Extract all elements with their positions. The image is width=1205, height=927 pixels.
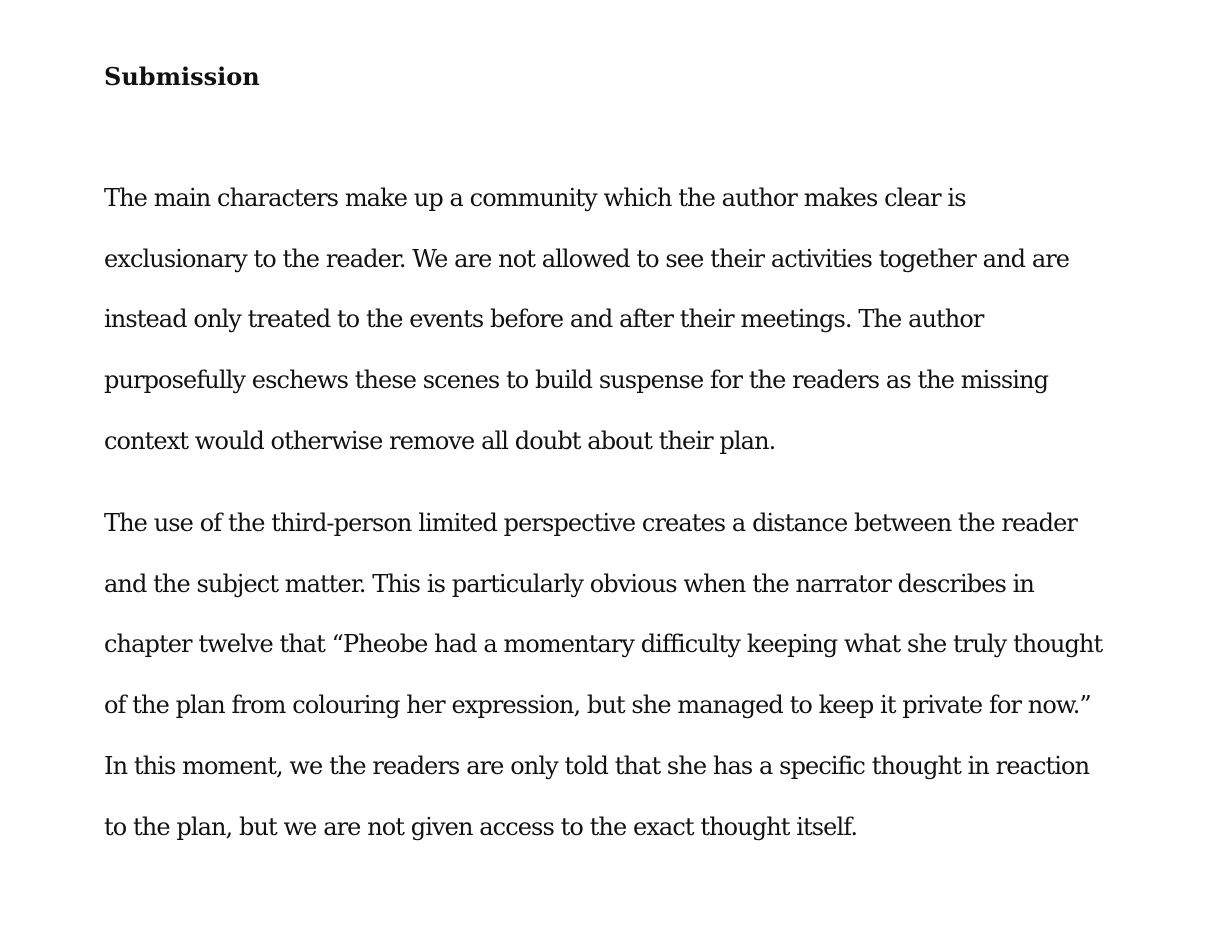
paragraph-2: [104, 493, 1104, 857]
paragraph-line: of the plan from colouring her expression, but she managed to keep it private for now.”: [104, 691, 1091, 720]
paragraph-line: instead only treated to the events before and after their meetings. The author: [104, 305, 984, 334]
paragraph-line: chapter twelve that “Pheobe had a momentary difficulty keeping what she truly thought: [104, 630, 1103, 659]
paragraph-line: exclusionary to the reader. We are not allowed to see their activities together and are: [104, 244, 1070, 273]
paragraph-line: In this moment, we the readers are only told that she has a specific thought in reaction: [104, 751, 1090, 780]
paragraph-1: [104, 168, 1104, 472]
paragraph-line: purposefully eschews these scenes to build suspense for the readers as the missing: [104, 366, 1049, 395]
paragraph-line: and the subject matter. This is particularly obvious when the narrator describes in: [104, 569, 1034, 598]
paragraph-line: The main characters make up a community which the author makes clear is: [104, 184, 966, 212]
document-heading: Submission: [104, 62, 260, 91]
paragraph-line: The use of the third-person limited perspective creates a distance between the reader: [104, 509, 1078, 537]
paragraph-line: to the plan, but we are not given access to the exact thought itself.: [104, 812, 858, 841]
paragraph-line: context would otherwise remove all doubt about their plan.: [104, 426, 776, 455]
